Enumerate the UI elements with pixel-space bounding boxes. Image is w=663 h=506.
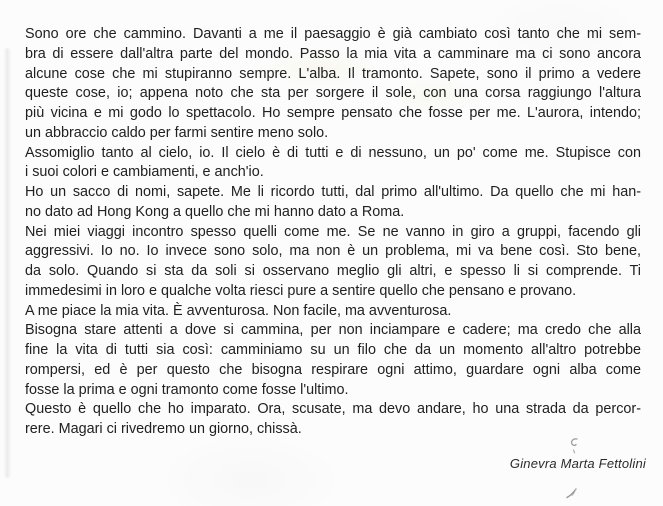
pen-mark-artifact [565, 436, 583, 458]
text-line: queste cose, io; appena noto che sta per sorgere il sole, con una corsa raggiungo l'altura [25, 85, 641, 102]
text-line: alcune cose che mi stupiranno sempre. L'alba. Il tramonto. Sapete, sono il primo a vedere [25, 65, 641, 82]
text-line: Assomiglio tanto al cielo, io. Il cielo è di tutti e di nessuno, un po' come me. Stupisce con [25, 144, 641, 161]
text-line: aggressivi. Io no. Io invece sono solo, ma non è un problema, mi va bene così. Sto bene, [25, 243, 641, 260]
text-line: Bisogna stare attenti a dove si cammina, per non inciampare e cadere; ma credo che alla [25, 322, 641, 339]
text-line: da solo. Quando si sta da soli si osservano meglio gli altri, e spesso li si comprende. Ti [25, 263, 641, 279]
text-line: A me piace la mia vita. È avventurosa. Non facile, ma avventurosa. [25, 302, 452, 319]
text-line: fine la vita di tutti sia così: camminiamo su un filo che da un momento all'altro potrebbe [25, 342, 641, 358]
author-signature: Ginevra Marta Fettolini [509, 456, 646, 471]
text-line: Nei miei viaggi incontro spesso quelli come me. Se ne vanno in giro a gruppi, facendo gli [25, 223, 641, 240]
story-text-block [25, 25, 641, 440]
ink-smudge-artifact [563, 486, 581, 502]
text-line: Sono ore che cammino. Davanti a me il paesaggio è già cambiato così tanto che mi sem- [25, 26, 641, 42]
text-line: Questo è quello che ho imparato. Ora, scusate, ma devo andare, ho una strada da percor- [25, 401, 641, 418]
text-line: no dato ad Hong Kong a quello che mi hanno dato a Roma. [25, 203, 405, 220]
text-line: rompersi, ed è per questo che bisogna respirare ogni attimo, guardare ogni alba come [25, 361, 641, 378]
text-line: più vicina e mi godo lo spettacolo. Ho sempre pensato che fosse per me. L'aurora, intendo; [25, 105, 641, 121]
text-line: rere. Magari ci rivedremo un giorno, chissà. [25, 421, 302, 437]
text-line: Ho un sacco di nomi, sapete. Me li ricordo tutti, dal primo all'ultimo. Da quello che mi han- [25, 184, 641, 200]
text-line: i suoi colori e cambiamenti, e anch'io. [25, 164, 264, 181]
text-line: immedesimi in loro e qualche volta riesci pure a sentire quello che pensano e provano. [25, 282, 577, 299]
scan-edge-shadow [4, 48, 11, 478]
text-line: fosse la prima e ogni tramonto come fosse l'ultimo. [25, 381, 349, 398]
text-line: un abbraccio caldo per farmi sentire meno solo. [25, 124, 329, 141]
text-line: bra di essere dall'altra parte del mondo. Passo la mia vita a camminare ma ci sono ancora [25, 45, 641, 62]
